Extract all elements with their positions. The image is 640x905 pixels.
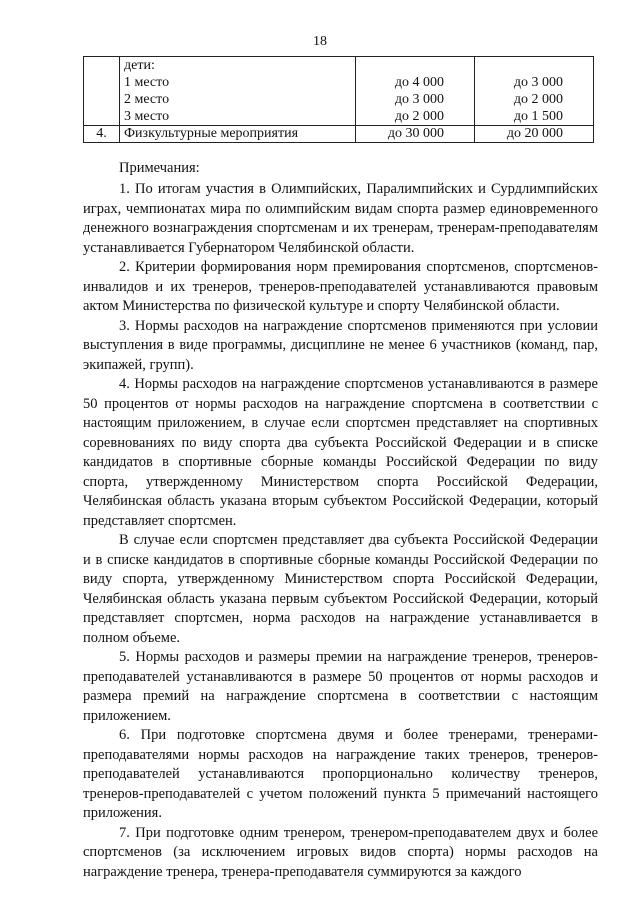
table-row: [84, 57, 594, 126]
cell-line: до 20 000: [506, 126, 563, 141]
table-cell-amount: [356, 57, 475, 126]
cell-line: до 3 000: [513, 75, 563, 90]
cell-line: до 2 000: [513, 92, 563, 107]
page-number: 18: [313, 34, 327, 49]
cell-line: 1 место: [124, 75, 170, 90]
note-paragraph: 2. Критерии формирования норм премирования спортсменов, спортсменов-инвалидов и их тренеров, тренеров-преподавателей устанавливаются правовым актом Министерства по физической культуре и спорту Челябинской области.: [83, 259, 598, 314]
awards-table: [83, 56, 594, 143]
notes-heading: Примечания:: [119, 160, 200, 176]
table-cell-label: Физкультурные мероприятия: [120, 126, 356, 143]
cell-line: [360, 57, 470, 74]
note-paragraph: 5. Нормы расходов и размеры премии на награждение тренеров, тренеров-преподавателей устанавливаются в размере 50 процентов от нормы расходов и размера премий на награждение спортсмена в соответствии с настоящим приложением.: [83, 649, 598, 724]
cell-line: 2 место: [124, 92, 170, 107]
table-cell-empty: [84, 57, 120, 126]
cell-line: [479, 57, 589, 74]
cell-line: до 3 000: [394, 92, 444, 107]
note-paragraph: 3. Нормы расходов на награждение спортсменов применяются при условии выступления в виде программы, дисциплине не менее 6 участников (команд, пар, экипажей, групп).: [83, 317, 598, 373]
cell-line: до 30 000: [387, 126, 444, 141]
note-paragraph: В случае если спортсмен представляет два субъекта Российской Федерации и в списке кандидатов в спортивные сборные команды Российской Федерации по виду спорта, утвержденному Министерством спорта Российской Федерации, Челябинская область указана первым субъектом Российской Федерации, который представляет спортсмен, норма расходов на награждение устанавливается в полном объеме.: [83, 532, 598, 646]
table-row: [84, 126, 594, 143]
cell-line: до 1 500: [513, 109, 563, 124]
note-paragraph: 1. По итогам участия в Олимпийских, Паралимпийских и Сурдлимпийских играх, чемпионатах мира по олимпийским видам спорта размер единовременного денежного вознаграждения спортсменам и их тренерам, тренерам-преподавателям устанавливается Губернатором Челябинской области.: [83, 181, 598, 256]
note-paragraph: 6. При подготовке спортсмена двумя и более тренерами, тренерами-преподавателями нормы расходов на награждение таких тренеров, тренеров-преподавателей устанавливаются пропорционально количеству тренеров, тренеров-преподавателей с учетом положений пункта 5 примечаний настоящего приложения.: [83, 727, 598, 821]
cell-line: 3 место: [124, 109, 170, 124]
table-cell-amount: [356, 126, 475, 143]
table-cell-label: [120, 57, 356, 126]
cell-line: до 2 000: [394, 109, 444, 124]
table-cell-amount: [475, 57, 594, 126]
note-paragraph: 4. Нормы расходов на награждение спортсменов устанавливаются в размере 50 процентов от нормы расходов на награждение спортсмена в соответствии с настоящим приложением, в случае если спортсмен представляет на спортивных соревнованиях по виду спорта два субъекта Российской Федерации и в списке кандидатов в спортивные сборные команды Российской Федерации по виду спорта, утвержденному Министерством спорта Российской Федерации, Челябинская область указана вторым субъектом Российской Федерации, который представляет спортсмен.: [83, 376, 598, 529]
cell-line: дети:: [124, 58, 155, 73]
notes-body: [83, 180, 598, 882]
cell-line: до 4 000: [394, 75, 444, 90]
table-cell-amount: [475, 126, 594, 143]
note-paragraph: 7. При подготовке одним тренером, тренером-преподавателем двух и более спортсменов (за исключением игровых видов спорта) нормы расходов на награждение тренера, тренера-преподавателя суммируются за каждого: [83, 824, 598, 880]
table-cell-number: 4.: [84, 126, 120, 143]
